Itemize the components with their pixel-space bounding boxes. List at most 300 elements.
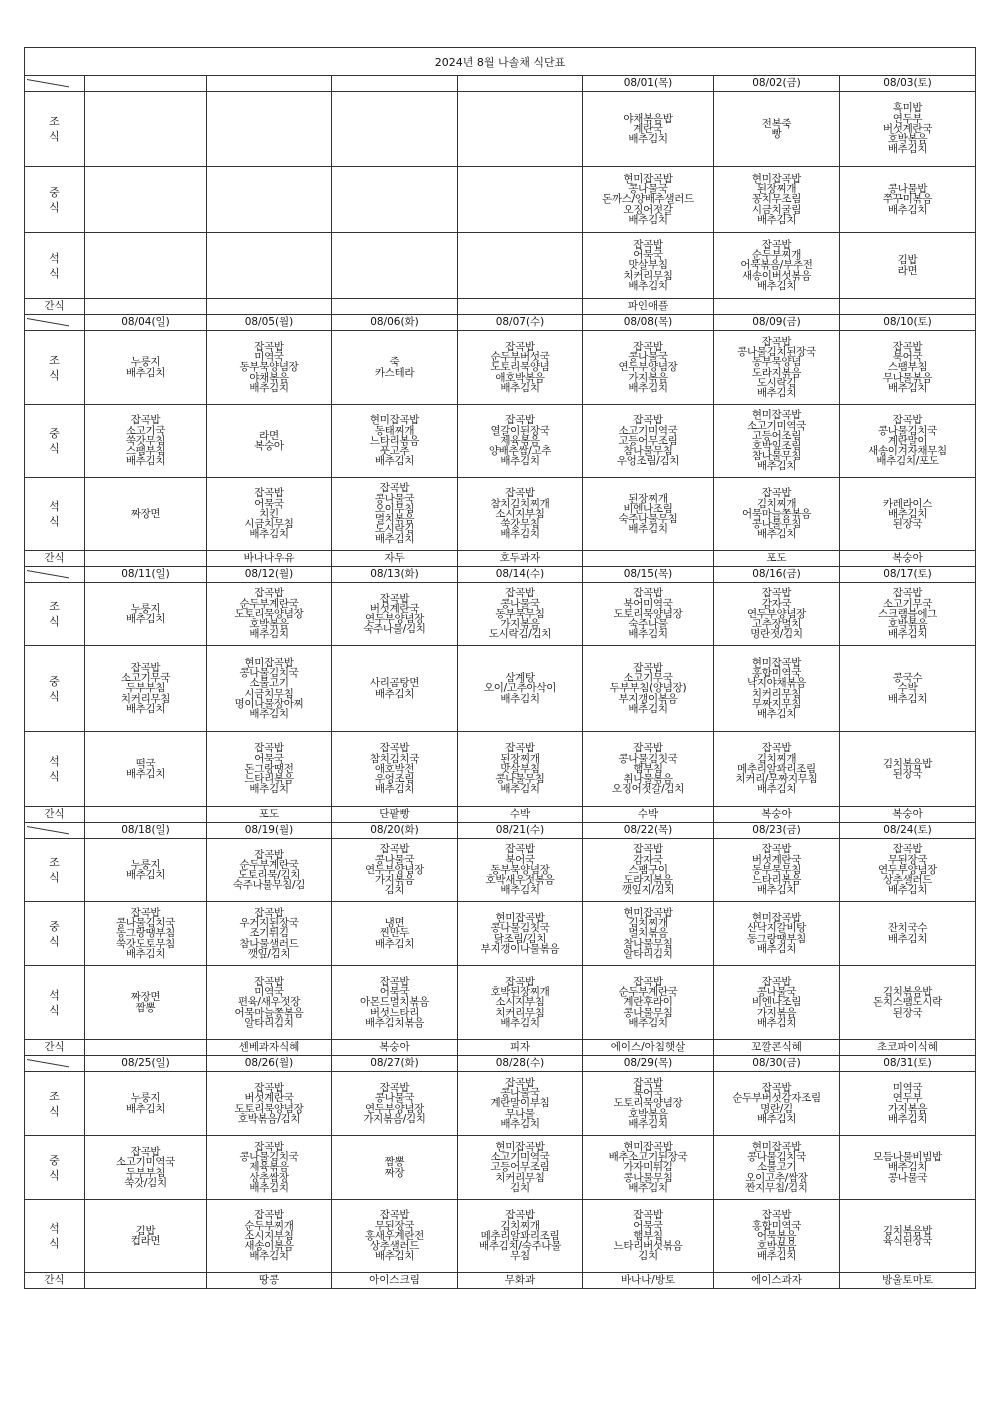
menu-item: 도토리묵양념 — [490, 361, 550, 374]
menu-item: 무된장국 — [374, 1219, 415, 1232]
menu-item: 순두부찌개 — [244, 1219, 294, 1232]
menu-item: 배추김치 — [374, 687, 415, 700]
menu-item: 소고기무국 — [120, 672, 171, 685]
menu-item: 배추김치 — [628, 1181, 668, 1194]
menu-item: 부지갱이볶음 — [618, 692, 678, 705]
snack-cell — [714, 299, 840, 315]
breakfast-label: 조 식 — [25, 583, 85, 646]
menu-item: 도토리묵/김치 — [237, 869, 301, 881]
menu-item: 현미잡곡밥 — [623, 172, 673, 185]
menu-item: 잡곡밥 — [379, 975, 410, 988]
breakfast-cell — [458, 331, 583, 405]
date-header: 08/04(일) — [85, 315, 207, 331]
dinner-cell — [840, 966, 976, 1040]
snack-label: 간식 — [25, 807, 85, 823]
menu-item: 무나물볶음 — [882, 371, 933, 384]
lunch-cell — [840, 646, 976, 732]
lunch-cell — [583, 405, 714, 478]
menu-item: 잡곡밥 — [761, 1209, 792, 1222]
menu-item: 배추김치 — [756, 942, 797, 955]
breakfast-cell — [332, 92, 458, 167]
date-header: 08/16(금) — [714, 567, 840, 583]
lunch-cell — [714, 1136, 840, 1200]
menu-item: 잡곡밥 — [505, 975, 535, 988]
menu-item: 명이나물장아찌 — [234, 697, 304, 710]
menu-item: 어묵국 — [633, 1219, 663, 1232]
menu-item: 배추김치 — [887, 628, 928, 641]
snack-cell — [85, 551, 207, 567]
menu-item: 배추김치 — [887, 203, 928, 216]
menu-item: 잡곡밥 — [761, 975, 792, 988]
menu-item: 조기튀김 — [249, 927, 289, 940]
menu-item: 소시지부침 — [495, 507, 545, 520]
breakfast-cell — [85, 92, 207, 167]
menu-item: 오징어젓갈 — [623, 203, 673, 216]
lunch-cell — [583, 1136, 714, 1200]
menu-item: 짜장면 — [130, 991, 161, 1004]
menu-item: 잡곡밥 — [761, 1082, 792, 1095]
menu-item: 현미잡곡밥 — [495, 912, 545, 925]
menu-item: 새송이볶음 — [244, 1240, 294, 1253]
menu-item: 소불고기 — [249, 677, 289, 690]
menu-item: 돈치스팸도시락 — [873, 996, 942, 1009]
menu-item: 누룽지 — [130, 602, 161, 615]
date-header: 08/17(토) — [840, 567, 976, 583]
menu-item: 꽁치무조림 — [751, 193, 802, 206]
menu-item: 버섯계란국 — [751, 853, 802, 866]
menu-item: 배추소고기된장국 — [608, 1151, 688, 1164]
menu-item: 카스테라 — [374, 366, 415, 379]
menu-item: 우거지된장국 — [239, 917, 299, 930]
menu-item: 배추김치 — [500, 884, 540, 897]
menu-item: 무짜지무침 — [751, 697, 802, 710]
breakfast-cell — [714, 331, 840, 405]
menu-item: 라면 — [259, 429, 279, 442]
menu-item: 연두부양념장 — [364, 863, 425, 876]
menu-item: 멸치볶음 — [628, 927, 668, 940]
menu-item: 오이무침 — [374, 502, 415, 515]
menu-item: 멸치볶음 — [374, 513, 415, 525]
menu-item: 배추김치 — [756, 1250, 797, 1263]
menu-item: 맛살부침 — [628, 259, 668, 272]
menu-item: 상추샐러드 — [882, 874, 933, 887]
menu-item: 고등어조림 — [751, 429, 802, 442]
menu-item: 잡곡밥 — [254, 487, 284, 500]
menu-item: 배추김치/포도 — [876, 455, 939, 468]
menu-item: 애호박볶음 — [495, 371, 545, 384]
snack-cell — [85, 299, 207, 315]
menu-item: 김치 — [638, 1250, 658, 1263]
menu-item: 된장찌개 — [628, 492, 668, 505]
menu-item: 배추김치 — [500, 1016, 540, 1029]
menu-item: 배추김치 — [125, 768, 166, 780]
dinner-cell — [85, 732, 207, 807]
dinner-label: 석 식 — [25, 478, 85, 551]
menu-item: 계란후라이 — [623, 996, 673, 1009]
menu-item: 소고기미역국 — [490, 1151, 550, 1164]
menu-item: 연두부양념장 — [364, 1102, 425, 1115]
menu-item: 미역국 — [892, 1082, 923, 1095]
breakfast-cell — [583, 1072, 714, 1136]
menu-item: 잡곡밥 — [892, 587, 923, 600]
menu-item: 참나물무침 — [623, 445, 673, 458]
menu-item: 배추김치 — [887, 1161, 928, 1174]
diagonal-mark — [27, 826, 69, 839]
menu-item: 배추김치 — [887, 381, 928, 394]
breakfast-cell — [332, 331, 458, 405]
menu-item: 홍합미역국 — [751, 667, 802, 680]
menu-item: 숙주나물무침 — [618, 513, 678, 525]
menu-item: 감자국 — [633, 853, 663, 866]
breakfast-cell — [332, 1072, 458, 1136]
snack-cell — [85, 807, 207, 823]
menu-item: 배추김치 — [125, 947, 166, 960]
lunch-cell — [583, 902, 714, 966]
menu-item: 된장국 — [892, 1006, 923, 1019]
breakfast-cell — [840, 1072, 976, 1136]
lunch-row — [25, 1136, 976, 1200]
menu-item: 야채볶음 — [249, 371, 289, 384]
menu-item: 김치볶음밥 — [882, 1224, 933, 1237]
date-header: 08/22(목) — [583, 823, 714, 839]
menu-item: 배추김치 — [628, 523, 668, 536]
menu-item: 치커리무침 — [495, 1006, 545, 1019]
dinner-cell — [458, 233, 583, 299]
menu-item: 오징어젓갈/김치 — [611, 783, 685, 796]
snack-label: 간식 — [25, 551, 85, 567]
menu-item: 배추김치 — [756, 707, 797, 720]
breakfast-cell — [207, 583, 332, 646]
menu-item: 콩나물김치국 — [746, 1151, 807, 1164]
menu-item: 배추김치 — [887, 932, 928, 945]
menu-item: 쑥갓무침 — [125, 434, 166, 447]
lunch-label: 중 식 — [25, 405, 85, 478]
menu-item: 잡곡밥 — [633, 975, 663, 988]
meal-plan-table — [24, 47, 976, 1289]
menu-item: 배추김치 — [756, 386, 797, 399]
menu-item: 현미잡곡밥 — [751, 172, 802, 185]
menu-item: 쑥갓/김치 — [124, 1176, 167, 1189]
menu-item: 두부부침 — [125, 682, 166, 695]
menu-item: 홍합미역국 — [751, 1219, 802, 1232]
menu-item: 홍새우계란전 — [364, 1229, 425, 1242]
menu-item: 소시지부침 — [495, 996, 545, 1009]
menu-item: 김치찌개 — [500, 1219, 540, 1232]
menu-item: 북어미역국 — [623, 597, 673, 610]
menu-item: 알타리김치 — [623, 947, 673, 960]
snack-cell — [332, 299, 458, 315]
menu-item: 소불고기 — [756, 1161, 797, 1174]
lunch-cell — [840, 1136, 976, 1200]
dinner-cell — [714, 732, 840, 807]
menu-item: 연두부양념장 — [746, 607, 807, 620]
snack-cell: 복숭아 — [332, 1040, 458, 1056]
menu-item: 도시락김 — [374, 523, 415, 536]
menu-item: 깻잎지/김치 — [621, 884, 675, 897]
lunch-row — [25, 167, 976, 233]
menu-item: 컵라면 — [130, 1235, 161, 1247]
breakfast-row — [25, 1072, 976, 1136]
menu-item: 비엔나조림 — [623, 502, 673, 515]
menu-item: 잡곡밥 — [379, 1082, 410, 1095]
breakfast-row — [25, 583, 976, 646]
menu-item: 배추김치 — [374, 533, 415, 546]
menu-item: 느타리볶음 — [751, 874, 802, 887]
lunch-cell — [714, 646, 840, 732]
menu-item: 동그랑땡부침 — [115, 927, 176, 940]
snack-cell: 복숭아 — [840, 551, 976, 567]
menu-item: 어묵국 — [633, 249, 663, 262]
menu-item: 우엉조림 — [374, 773, 415, 786]
snack-cell — [85, 1040, 207, 1056]
menu-item: 잡곡밥 — [761, 238, 792, 251]
menu-item: 배추김치 — [887, 884, 928, 897]
menu-item: 순두부계란국 — [618, 986, 678, 999]
menu-item: 호박새우젓볶음 — [485, 874, 555, 887]
dinner-cell — [714, 966, 840, 1040]
menu-item: 잡곡밥 — [254, 848, 284, 861]
menu-item: 쑥갓도토무침 — [115, 937, 176, 950]
menu-item: 스팸구이 — [628, 863, 668, 876]
snack-label: 간식 — [25, 1273, 85, 1289]
menu-item: 호박볶음 — [887, 133, 928, 146]
menu-item: 배추김치 — [628, 133, 668, 146]
menu-item: 짠지무침/김치 — [745, 1181, 808, 1194]
dinner-cell — [207, 966, 332, 1040]
menu-item: 잡곡밥 — [633, 238, 663, 251]
menu-item: 김치 — [510, 1181, 530, 1194]
menu-item: 풋고추 — [379, 445, 410, 458]
dinner-row — [25, 966, 976, 1040]
date-header: 08/09(금) — [714, 315, 840, 331]
menu-item: 아몬드멸치볶음 — [360, 996, 429, 1009]
dinner-label: 석 식 — [25, 1200, 85, 1273]
menu-item: 콩나물무침 — [623, 1006, 673, 1019]
menu-item: 가지볶음/김치 — [363, 1112, 426, 1125]
snack-cell — [85, 1273, 207, 1289]
menu-item: 콩나물김치국 — [239, 1151, 299, 1164]
breakfast-cell — [583, 92, 714, 167]
menu-item: 잡곡밥 — [761, 843, 792, 856]
dinner-cell — [458, 732, 583, 807]
snack-cell: 바나나/방토 — [583, 1273, 714, 1289]
breakfast-cell — [458, 92, 583, 167]
menu-item: 잡곡밥 — [379, 1209, 410, 1222]
breakfast-cell — [207, 331, 332, 405]
menu-item: 미역국 — [254, 351, 284, 364]
breakfast-cell — [840, 583, 976, 646]
menu-item: 모듬나물비빔밥 — [873, 1151, 942, 1164]
menu-item: 배추김치 — [887, 507, 928, 520]
dinner-label: 석 식 — [25, 966, 85, 1040]
menu-item: 북어국 — [505, 853, 535, 866]
menu-item: 고등어무조림 — [490, 1161, 550, 1174]
menu-item: 배추김치 — [887, 692, 928, 705]
lunch-cell — [332, 405, 458, 478]
menu-item: 잡곡밥 — [761, 335, 792, 348]
breakfast-cell — [840, 92, 976, 167]
menu-item: 연두부양념장 — [364, 613, 425, 625]
page-title: 2024년 8월 나솔채 식단표 — [25, 48, 976, 76]
menu-item: 콩나물김칫국 — [490, 922, 550, 935]
dinner-label: 석 식 — [25, 233, 85, 299]
dinner-row — [25, 1200, 976, 1273]
snack-cell: 방울토마토 — [840, 1273, 976, 1289]
menu-item: 가지볶음 — [500, 618, 540, 631]
menu-item: 배추김치 — [756, 783, 797, 796]
menu-item: 잡곡밥 — [892, 843, 923, 856]
menu-item: 도토리묵양념장 — [613, 607, 683, 620]
menu-item: 호박볶음 — [628, 1107, 668, 1120]
lunch-cell — [458, 902, 583, 966]
menu-item: 양배추쌈/고추 — [488, 445, 552, 458]
dinner-cell — [332, 233, 458, 299]
snack-cell: 수박 — [583, 807, 714, 823]
lunch-cell — [85, 405, 207, 478]
date-header: 08/07(수) — [458, 315, 583, 331]
menu-item: 배추김치 — [756, 1016, 797, 1029]
date-header: 08/08(목) — [583, 315, 714, 331]
snack-row — [25, 1273, 976, 1289]
menu-item: 계란말이 — [887, 434, 928, 447]
menu-item: 미역국 — [254, 986, 284, 999]
date-header: 08/23(금) — [714, 823, 840, 839]
menu-item: 가지볶음 — [628, 371, 668, 384]
menu-item: 김치볶음밥 — [882, 986, 933, 999]
menu-item: 호박된장찌개 — [490, 986, 550, 999]
dinner-cell — [840, 1200, 976, 1273]
menu-item: 카레라이스 — [882, 497, 933, 510]
snack-cell: 아이스크림 — [332, 1273, 458, 1289]
menu-item: 잡곡밥 — [254, 587, 284, 600]
menu-item: 삼계탕 — [505, 672, 535, 685]
breakfast-cell — [583, 583, 714, 646]
menu-item: 전복죽 — [761, 117, 792, 130]
menu-item: 배추김치 — [374, 455, 415, 468]
snack-label: 간식 — [25, 1040, 85, 1056]
menu-item: 가지볶음 — [756, 1006, 797, 1019]
dinner-cell — [207, 478, 332, 551]
menu-item: 우엉조림/김치 — [616, 455, 680, 468]
date-header: 08/10(토) — [840, 315, 976, 331]
snack-cell: 포도 — [714, 551, 840, 567]
menu-item: 도라지볶음 — [623, 874, 673, 887]
menu-item: 콩나물김치국 — [115, 917, 176, 930]
menu-item: 어묵국 — [379, 986, 410, 999]
lunch-cell — [458, 646, 583, 732]
dinner-cell — [207, 1200, 332, 1273]
menu-item: 콩나물김칫국 — [618, 752, 678, 765]
menu-item: 도시락김 — [756, 376, 797, 389]
menu-item: 잡곡밥 — [505, 742, 535, 755]
menu-item: 도토리묵양념장 — [234, 607, 304, 620]
menu-item: 잡곡밥 — [254, 340, 284, 353]
menu-item: 배추김치/숙주나물 — [479, 1240, 561, 1253]
menu-item: 편육/새우젓장 — [237, 996, 301, 1009]
date-header: 08/02(금) — [714, 76, 840, 92]
snack-cell: 꼬깔콘식혜 — [714, 1040, 840, 1056]
menu-item: 치커리무침 — [623, 269, 673, 282]
lunch-cell — [85, 646, 207, 732]
menu-item: 메추리알꽈리조림 — [737, 762, 816, 775]
menu-item: 참나물무침 — [751, 450, 802, 463]
menu-item: 배추김치 — [500, 783, 540, 796]
menu-item: 잡곡밥 — [633, 414, 663, 427]
menu-item: 김밥 — [135, 1224, 156, 1237]
menu-item: 숙주나물 — [628, 618, 668, 631]
diagonal-mark — [27, 1059, 69, 1072]
lunch-row — [25, 646, 976, 732]
menu-item: 잡곡밥 — [761, 742, 792, 755]
menu-item: 알타리김치 — [244, 1016, 294, 1029]
lunch-cell — [85, 1136, 207, 1200]
lunch-cell — [332, 167, 458, 233]
lunch-cell — [332, 646, 458, 732]
date-header: 08/26(월) — [207, 1056, 332, 1072]
lunch-cell — [207, 405, 332, 478]
menu-item: 가지볶음 — [374, 874, 415, 887]
lunch-cell — [458, 167, 583, 233]
menu-item: 잡곡밥 — [379, 592, 410, 605]
menu-item: 돈까스/양배추샐러드 — [602, 193, 694, 206]
menu-item: 잡곡밥 — [633, 340, 663, 353]
menu-item: 소고기무국 — [623, 672, 673, 685]
snack-row — [25, 1040, 976, 1056]
menu-item: 잡곡밥 — [633, 742, 663, 755]
menu-item: 현미잡곡밥 — [623, 1140, 673, 1153]
breakfast-cell — [458, 583, 583, 646]
menu-item: 버섯계란국 — [882, 122, 933, 135]
menu-item: 두부부침(양념장) — [609, 682, 687, 695]
menu-item: 잡곡밥 — [505, 1209, 535, 1222]
menu-item: 가자미튀김 — [623, 1161, 673, 1174]
date-header: 08/21(수) — [458, 823, 583, 839]
lunch-cell — [714, 405, 840, 478]
week-header-row — [25, 315, 976, 331]
snack-row — [25, 299, 976, 315]
menu-item: 짜장 — [384, 1166, 405, 1179]
menu-item: 잡곡밥 — [379, 742, 410, 755]
date-header — [207, 76, 332, 92]
menu-item: 호박볶음 — [756, 1240, 797, 1253]
date-header: 08/24(토) — [840, 823, 976, 839]
menu-item: 숙주나물/김치 — [363, 623, 426, 636]
menu-item: 콩나물국 — [500, 597, 540, 610]
snack-cell: 피자 — [458, 1040, 583, 1056]
menu-item: 야채볶음밥 — [623, 112, 673, 125]
menu-item: 배추김치 — [887, 143, 928, 156]
date-header: 08/31(토) — [840, 1056, 976, 1072]
dinner-cell — [332, 478, 458, 551]
menu-item: 누룽지 — [130, 1092, 161, 1105]
menu-item: 동부묵무침 — [495, 607, 545, 620]
breakfast-label: 조 식 — [25, 331, 85, 405]
menu-item: 배추김치 — [125, 455, 166, 468]
menu-item: 흑미밥 — [892, 102, 923, 115]
menu-item: 현미잡곡밥 — [244, 656, 294, 669]
lunch-cell — [840, 902, 976, 966]
menu-item: 된장국 — [892, 518, 923, 531]
lunch-cell — [207, 167, 332, 233]
menu-item: 참치김치국 — [369, 752, 420, 765]
menu-item: 현미잡곡밥 — [751, 656, 802, 669]
breakfast-row — [25, 331, 976, 405]
menu-item: 배추김치 — [756, 884, 797, 897]
date-header: 08/12(월) — [207, 567, 332, 583]
menu-item: 배추김치 — [756, 460, 797, 473]
breakfast-cell — [714, 583, 840, 646]
menu-item: 도라지볶음 — [751, 366, 802, 379]
